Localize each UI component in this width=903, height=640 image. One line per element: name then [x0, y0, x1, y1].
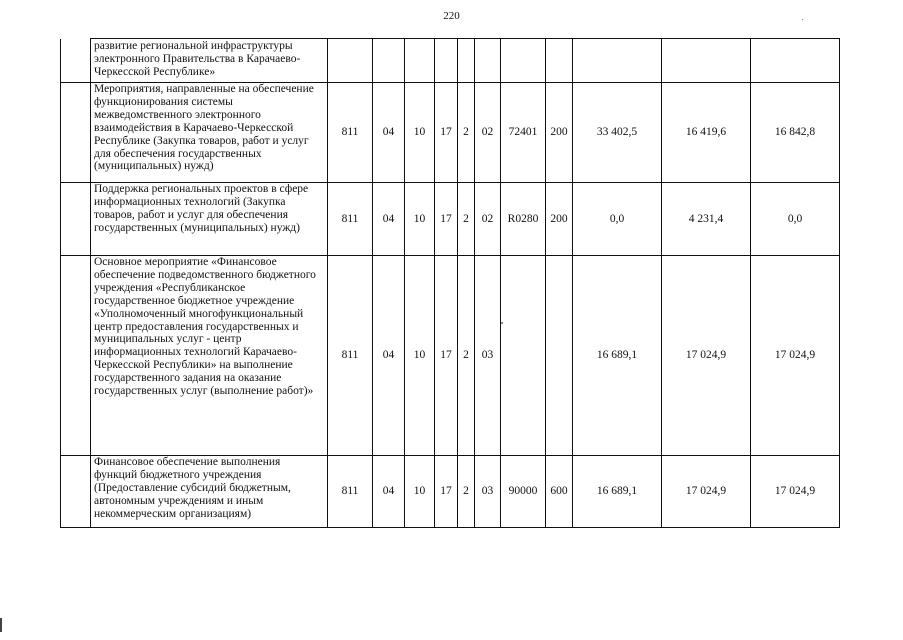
row-name: Финансовое обеспечение выполнения функций бюджетного учреждения (Предоставление субсидий бюджетным, автономным учреждениям и иным некоммерческим организациям) — [91, 456, 328, 528]
table-body — [61, 39, 840, 528]
cell-direction: 72401 — [501, 83, 546, 183]
cell-program: 17 — [435, 183, 458, 256]
cell-event: 02 — [475, 83, 501, 183]
table-row — [61, 256, 840, 456]
scan-speck — [802, 19, 803, 20]
cell-year2: 4 231,4 — [662, 183, 751, 256]
cell-ministry: 811 — [328, 256, 373, 456]
cell-event: 02 — [475, 183, 501, 256]
indent-cell — [61, 183, 91, 256]
cell-program: 17 — [435, 456, 458, 528]
cell-direction: 90000 — [501, 456, 546, 528]
table-row — [61, 183, 840, 256]
cell-section: 04 — [373, 456, 405, 528]
cell-program: 17 — [435, 256, 458, 456]
cell-expense-type — [546, 256, 573, 456]
scan-speck — [501, 322, 503, 324]
row-name: Мероприятия, направленные на обеспечение функционирования системы межведомственного электронного взаимодействия в Карачаево-Черкесской Республике (Закупка товаров, работ и услуг для обеспечения государственных (муниципальных) нужд) — [91, 83, 328, 183]
cell-subsection: 10 — [405, 256, 435, 456]
budget-table — [60, 38, 840, 528]
cell-program: 17 — [435, 83, 458, 183]
cell-year2: 16 419,6 — [662, 83, 751, 183]
cell-direction — [501, 256, 546, 456]
cell-year2: 17 024,9 — [662, 256, 751, 456]
cell-year3: 17 024,9 — [751, 256, 840, 456]
cell-subsection — [405, 39, 435, 83]
cell-year1: 33 402,5 — [573, 83, 662, 183]
cell-section: 04 — [373, 256, 405, 456]
indent-cell — [61, 39, 91, 83]
cell-subprogram: 2 — [458, 83, 475, 183]
row-name: Основное мероприятие «Финансовое обеспечение подведомственного бюджетного учреждения «Республиканское государственное бюджетное учреждение «Уполномоченный многофункциональный центр предоставления государственных и муниципальных услуг - центр информационных технологий Карачаево-Черкесской Республики» на выполнение государственного задания на оказание государственных услуг (выполнение работ)» — [91, 256, 328, 456]
cell-year1 — [573, 39, 662, 83]
table-row — [61, 456, 840, 528]
cell-subsection: 10 — [405, 83, 435, 183]
cell-ministry: 811 — [328, 183, 373, 256]
table-row — [61, 39, 840, 83]
cell-section: 04 — [373, 183, 405, 256]
indent-cell — [61, 256, 91, 456]
cell-subprogram: 2 — [458, 183, 475, 256]
cell-year3: 0,0 — [751, 183, 840, 256]
cell-year1: 16 689,1 — [573, 456, 662, 528]
cell-year1: 16 689,1 — [573, 256, 662, 456]
cell-expense-type: 600 — [546, 456, 573, 528]
row-name: Поддержка региональных проектов в сфере информационных технологий (Закупка товаров, работ и услуг для обеспечения государственных (муниципальных) нужд) — [91, 183, 328, 256]
cell-subprogram: 2 — [458, 456, 475, 528]
cell-direction — [501, 39, 546, 83]
cell-year2: 17 024,9 — [662, 456, 751, 528]
cell-expense-type: 200 — [546, 83, 573, 183]
scan-edge-mark — [0, 618, 2, 632]
page-number: 220 — [443, 10, 460, 22]
cell-ministry: 811 — [328, 456, 373, 528]
cell-subprogram — [458, 39, 475, 83]
cell-subsection: 10 — [405, 456, 435, 528]
cell-subprogram: 2 — [458, 256, 475, 456]
cell-expense-type: 200 — [546, 183, 573, 256]
cell-ministry — [328, 39, 373, 83]
cell-year2 — [662, 39, 751, 83]
cell-event: 03 — [475, 256, 501, 456]
cell-direction: R0280 — [501, 183, 546, 256]
indent-cell — [61, 456, 91, 528]
row-name: развитие региональной инфраструктуры электронного Правительства в Карачаево-Черкесской Республике» — [91, 39, 328, 83]
cell-subsection: 10 — [405, 183, 435, 256]
cell-year3: 16 842,8 — [751, 83, 840, 183]
indent-cell — [61, 83, 91, 183]
cell-year3 — [751, 39, 840, 83]
cell-event: 03 — [475, 456, 501, 528]
cell-expense-type — [546, 39, 573, 83]
cell-ministry: 811 — [328, 83, 373, 183]
table-row — [61, 83, 840, 183]
cell-year1: 0,0 — [573, 183, 662, 256]
cell-section — [373, 39, 405, 83]
cell-year3: 17 024,9 — [751, 456, 840, 528]
cell-section: 04 — [373, 83, 405, 183]
cell-event — [475, 39, 501, 83]
cell-program — [435, 39, 458, 83]
